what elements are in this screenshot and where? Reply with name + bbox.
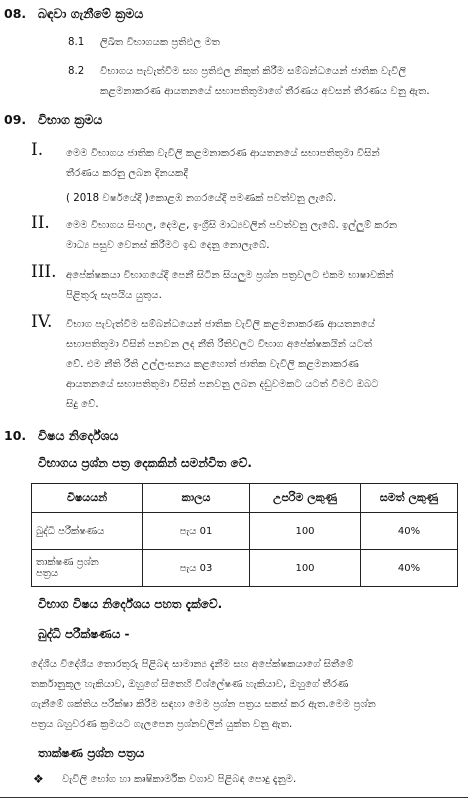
item-9-iv-line-1: විභාග පැවැත්වීම සම්බන්ධයෙන් ජාතික වැවිලි කළමනාකරණ ආයතනයේ <box>66 319 375 330</box>
exam-papers-intro: විභාගය ප්‍රශ්න පත්‍ර දෙකකින් සමන්විත වේ. <box>38 456 252 470</box>
section-09-title: විභාග ක්‍රමය <box>38 112 103 127</box>
item-9-iii-line-1: අපේක්ෂකයා විභාගයේදී පෙනී සිටින සියලුම ප්‍රශ්න පත්‍රවලට එකම භාෂාවකින් <box>66 270 394 281</box>
item-8-1-number: 8.1 <box>68 37 85 48</box>
technical-paper-bullet-text: වැවිලි භෝග හා කෘෂිකාර්මික වගාව පිළිබඳ පොදු දැනුම. <box>62 774 297 785</box>
item-9-iii-number: III. <box>31 262 57 282</box>
section-08-title: බඳවා ගැනීමේ ක්‍රමය <box>38 6 144 21</box>
item-9-ii-number: II. <box>31 213 50 233</box>
max-marks-cell: 100 <box>250 513 361 550</box>
diamond-bullet-icon: ❖ <box>33 772 44 786</box>
exam-schedule-table <box>31 483 458 587</box>
table-row <box>32 550 458 587</box>
item-9-ii-line-2: මාධ්‍ය පසුව වෙනස් කිරීමට ඉඩ දෙනු නොලැබේ. <box>66 240 270 251</box>
section-08-number: 08. <box>4 6 27 21</box>
item-9-iv-line-3: වේ. එම නීති රීති උල්ලංඝනය කළහොත් ජාතික වැවිලි කළමනාකරණ <box>66 359 359 370</box>
time-cell: පැය 03 <box>143 550 250 587</box>
iq-test-line-1: දේශීය විදේශීය තොරතුරු පිළිබඳ සාමාන්‍ය දැනීම සහ අපේක්ෂකයාගේ සිතීමේ <box>31 659 354 670</box>
item-9-ii-line-1: මෙම විභාගය සිංහල, දෙමළ, ඉංග්‍රීසි මාධ්‍යවලින් පවත්වනු ලැබේ. ඉල්ලුම් කරන <box>66 220 398 231</box>
header-pass-marks: සමත් ලකුණු <box>361 484 458 513</box>
item-9-i-line-1: මෙම විභාගය ජාතික වැවිලි කළමනාකරණ ආයතනයේ සභාපතිතුමා විසින් <box>66 148 380 159</box>
header-max-marks: උපරිම ලකුණු <box>250 484 361 513</box>
item-9-iv-number: IV. <box>31 312 53 332</box>
item-9-iv-line-4: ආයතනයේ සභාපතිතුමා විසින් පනවනු ලබන දඩුවමකට යටත් වීමට ඔබට <box>66 379 379 390</box>
subject-name-line-1: තාක්ෂණ ප්‍රශ්න <box>36 557 99 568</box>
subject-cell <box>32 550 143 587</box>
item-8-2-number: 8.2 <box>68 66 85 77</box>
item-9-iv-line-2: සභාපතිතුමා විසින් පනවන ලද නීති රීතිවලට විභාග අපේක්ෂකයින් යටත් <box>66 339 373 350</box>
item-9-i-line-2: තීරණය කරනු ලබන දිනයකදී <box>66 168 188 179</box>
iq-test-line-3: ගැනීමේ ශක්තිය පරීක්ෂා කිරීම සඳහා මෙම ප්‍රශ්න පත්‍රය සකස් කර ඇත.මෙම ප්‍රශ්න <box>31 699 376 710</box>
item-9-i-number: I. <box>31 140 44 160</box>
table-header-row <box>32 484 458 513</box>
section-09-number: 09. <box>4 112 27 127</box>
section-10-number: 10. <box>4 428 27 443</box>
section-10-title: විෂය නිර්දේශය <box>38 428 119 443</box>
iq-test-title: බුද්ධි පරීක්ෂණය - <box>38 627 130 641</box>
item-8-1-text: ලිඛිත විභාගයක ප්‍රතිඵල මත <box>100 37 221 48</box>
max-marks-cell: 100 <box>250 550 361 587</box>
subject-name-line-2: පත්‍රය <box>36 568 59 579</box>
time-cell: පැය 01 <box>143 513 250 550</box>
technical-paper-title: තාක්ෂණ ප්‍රශ්න පත්‍රය <box>38 746 145 760</box>
subject-cell <box>32 513 143 550</box>
header-subject: විෂයයන් <box>32 484 143 513</box>
iq-test-line-2: තර්කානුකූල හැකියාව, ඔහුගේ සිතෙහි විශ්ලේෂණ හැකියාව, ඔහුගේ තීරණ <box>31 679 349 690</box>
pass-marks-cell: 40% <box>361 513 458 550</box>
item-8-2-line-1: විභාගය පැවැත්වීම සහ ප්‍රතිඵල නිකුත් කිරීම සම්බන්ධයෙන් ජාතික වැවිලි <box>100 66 407 77</box>
pass-marks-cell: 40% <box>361 550 458 587</box>
iq-test-line-4: පත්‍රය බහුවරණ ක්‍රමයට ගැලපෙන ප්‍රශ්නවලින් යුක්ත වනු ඇත. <box>31 719 293 730</box>
item-9-iv-line-5: සිදු වේ. <box>66 399 99 410</box>
syllabus-heading: විභාග විෂය නිර්දේශය පහත දැක්වේ. <box>38 597 223 611</box>
page-bottom-rule <box>0 797 468 798</box>
item-8-2-line-2: කළමනාකරණ ආයතනයේ සභාපතිතුමාගේ තීරණය අවසන් තීරණය වනු ඇත. <box>100 86 430 97</box>
item-9-i-line-3: ( 2018 වර්ෂයේදී )කොළඹ නගරයේදී පමණක් පවත්වනු ලැබේ. <box>66 193 337 204</box>
header-time: කාලය <box>143 484 250 513</box>
subject-name: බුද්ධි පරීක්ෂණය <box>36 525 105 537</box>
item-9-iii-line-2: පිළිතුරු සැපයිය යුතුය. <box>66 290 162 301</box>
table-row <box>32 513 458 550</box>
